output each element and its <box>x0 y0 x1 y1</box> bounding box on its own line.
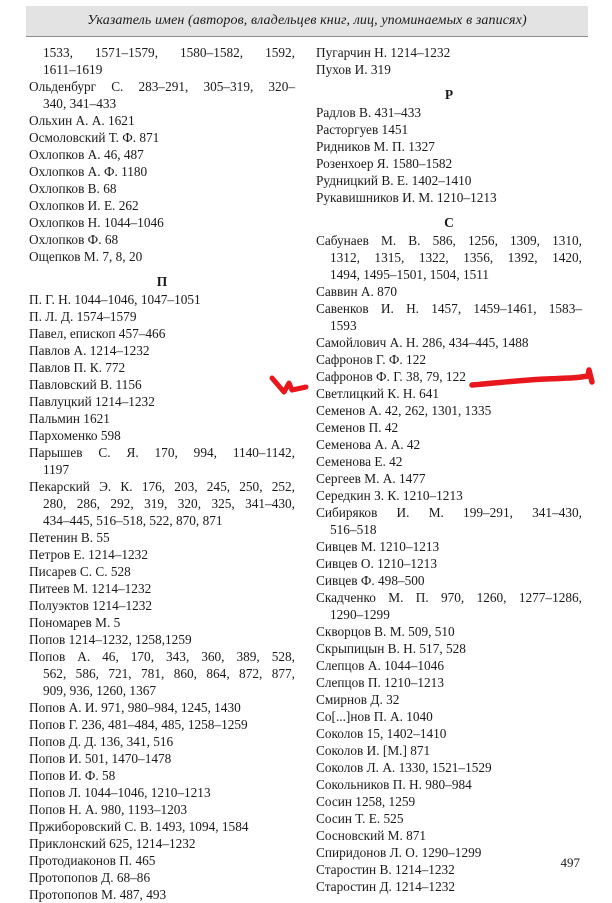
index-entry: П. Л. Д. 1574–1579 <box>29 309 137 324</box>
index-entry: Пржиборовский С. В. 1493, 1094, 1584 <box>29 819 249 834</box>
index-entry: Семенова А. А. 42 <box>316 437 421 452</box>
index-entry: Соколов 15, 1402–1410 <box>316 726 447 741</box>
index-entry: Скворцов В. М. 509, 510 <box>316 624 455 639</box>
index-entry: Протопопов М. 487, 493 <box>29 887 167 902</box>
index-entry: Сосин Т. Е. 525 <box>316 811 404 826</box>
index-entry: Пекарский Э. К. 176, 203, 245, 250, 252, <box>29 479 295 494</box>
header-title: Указатель имен (авторов, владельцев книг, лиц, упоминаемых в записях) <box>87 13 527 28</box>
index-entry: Пухов И. 319 <box>316 62 391 77</box>
index-entry: Охлопков Н. 1044–1046 <box>29 215 164 230</box>
index-entry: Ридников М. П. 1327 <box>316 139 435 154</box>
index-entry-continuation: 516–518 <box>330 522 377 537</box>
index-entry: Павлов П. К. 772 <box>29 360 126 375</box>
index-entry-continuation: 909, 936, 1260, 1367 <box>43 683 157 698</box>
index-entry: Питеев М. 1214–1232 <box>29 581 152 596</box>
index-entry: Со[...]нов П. А. 1040 <box>316 709 433 724</box>
index-entry: Скадченко М. П. 970, 1260, 1277–1286, <box>316 590 582 605</box>
index-entry: Парышев С. Я. 170, 994, 1140–1142, <box>29 445 295 460</box>
index-entry: Слепцов П. 1210–1213 <box>316 675 444 690</box>
index-entry: Радлов В. 431–433 <box>316 105 422 120</box>
index-entry: Семенов П. 42 <box>316 420 399 435</box>
index-entry: Рукавишников И. М. 1210–1213 <box>316 190 497 205</box>
index-entry: Протодиаконов П. 465 <box>29 853 156 868</box>
index-entry: Середкин З. К. 1210–1213 <box>316 488 463 503</box>
index-entry: Попов Л. 1044–1046, 1210–1213 <box>29 785 211 800</box>
index-entry-continuation: 1533, 1571–1579, 1580–1582, 1592, <box>43 45 295 60</box>
index-entry-continuation: 1494, 1495–1501, 1504, 1511 <box>330 267 490 282</box>
index-entry: Протопопов Д. 68–86 <box>29 870 151 885</box>
index-entry: Попов Н. А. 980, 1193–1203 <box>29 802 188 817</box>
index-entry: Старостин Д. 1214–1232 <box>316 879 456 894</box>
index-entry: Петенин В. 55 <box>29 530 110 545</box>
index-entry: Сергеев М. А. 1477 <box>316 471 426 486</box>
index-entry: Сабунаев М. В. 586, 1256, 1309, 1310, <box>316 233 582 248</box>
index-entry: Сивцев О. 1210–1213 <box>316 556 437 571</box>
index-entry-continuation: 340, 341–433 <box>43 96 117 111</box>
index-entry-continuation: 434–445, 516–518, 522, 870, 871 <box>43 513 223 528</box>
index-entry: Светлицкий К. Н. 641 <box>316 386 440 401</box>
index-entry: Писарев С. С. 528 <box>29 564 131 579</box>
left-column <box>29 44 295 903</box>
index-entry: Охлопков И. Е. 262 <box>29 198 139 213</box>
index-entry: Сафронов Ф. Г. 38, 79, 122 <box>316 369 466 384</box>
right-column <box>316 44 582 895</box>
index-entry: Ощепков М. 7, 8, 20 <box>29 249 143 264</box>
index-entry: Попов А. 46, 170, 343, 360, 389, 528, <box>29 649 295 664</box>
index-entry-continuation: 1312, 1315, 1322, 1356, 1392, 1420, <box>330 250 582 265</box>
section-letter: С <box>444 215 454 230</box>
index-entry: Старостин В. 1214–1232 <box>316 862 455 877</box>
index-entry: Скрыпицын В. Н. 517, 528 <box>316 641 466 656</box>
index-entry: Самойлович А. Н. 286, 434–445, 1488 <box>316 335 529 350</box>
index-entry: Пугарчин Н. 1214–1232 <box>316 45 451 60</box>
index-entry-continuation: 280, 286, 292, 319, 320, 325, 341–430, <box>43 496 295 511</box>
index-entry: Савенков И. Н. 1457, 1459–1461, 1583– <box>316 301 582 316</box>
index-entry: Охлопков Ф. 68 <box>29 232 119 247</box>
index-entry: Попов Д. Д. 136, 341, 516 <box>29 734 174 749</box>
index-entry: П. Г. Н. 1044–1046, 1047–1051 <box>29 292 201 307</box>
index-entry: Павлуцкий 1214–1232 <box>29 394 155 409</box>
index-entry: Сокольников П. Н. 980–984 <box>316 777 472 792</box>
page-number: 497 <box>560 855 580 870</box>
index-entry: Сибиряков И. М. 199–291, 341–430, <box>316 505 582 520</box>
index-entry: Слепцов А. 1044–1046 <box>316 658 444 673</box>
index-entry: Попов 1214–1232, 1258,1259 <box>29 632 192 647</box>
index-entry-continuation: 562, 586, 721, 781, 860, 864, 872, 877, <box>43 666 295 681</box>
index-entry: Расторгуев 1451 <box>316 122 409 137</box>
index-entry: Павлов А. 1214–1232 <box>29 343 150 358</box>
index-entry: Сивцев М. 1210–1213 <box>316 539 440 554</box>
index-entry: Полуэктов 1214–1232 <box>29 598 153 613</box>
index-entry: Павел, епископ 457–466 <box>29 326 166 341</box>
index-entry: Сосин 1258, 1259 <box>316 794 416 809</box>
index-entry: Охлопков А. 46, 487 <box>29 147 144 162</box>
index-entry: Охлопков А. Ф. 1180 <box>29 164 148 179</box>
index-entry-continuation: 1197 <box>43 462 70 477</box>
index-entry: Соколов И. [М.] 871 <box>316 743 431 758</box>
index-entry: Рудницкий В. Е. 1402–1410 <box>316 173 472 188</box>
index-entry: Попов И. 501, 1470–1478 <box>29 751 172 766</box>
index-entry: Павловский В. 1156 <box>29 377 142 392</box>
index-entry: Семенов А. 42, 262, 1301, 1335 <box>316 403 492 418</box>
index-entry: Петров Е. 1214–1232 <box>29 547 148 562</box>
index-entry: Саввин А. 870 <box>316 284 398 299</box>
index-entry: Пономарев М. 5 <box>29 615 121 630</box>
index-entry: Сафронов Г. Ф. 122 <box>316 352 426 367</box>
index-entry-continuation: 1611–1619 <box>43 62 103 77</box>
index-entry: Ольденбург С. 283–291, 305–319, 320– <box>29 79 295 94</box>
running-header <box>26 6 588 37</box>
index-entry: Пархоменко 598 <box>29 428 121 443</box>
index-entry: Соколов Л. А. 1330, 1521–1529 <box>316 760 492 775</box>
index-entry: Сивцев Ф. 498–500 <box>316 573 425 588</box>
index-entry-continuation: 1290–1299 <box>330 607 390 622</box>
section-letter: П <box>156 274 168 289</box>
index-entry: Попов А. И. 971, 980–984, 1245, 1430 <box>29 700 241 715</box>
index-entry: Попов И. Ф. 58 <box>29 768 116 783</box>
index-entry: Ольхин А. А. 1621 <box>29 113 135 128</box>
index-entry: Охлопков В. 68 <box>29 181 117 196</box>
index-entry: Попов Г. 236, 481–484, 485, 1258–1259 <box>29 717 248 732</box>
index-entry-continuation: 1593 <box>330 318 357 333</box>
section-letter: Р <box>444 87 454 102</box>
index-entry: Розенхоер Я. 1580–1582 <box>316 156 453 171</box>
index-entry: Спиридонов Л. О. 1290–1299 <box>316 845 482 860</box>
index-entry: Пальмин 1621 <box>29 411 110 426</box>
index-entry: Осмоловский Т. Ф. 871 <box>29 130 160 145</box>
index-entry: Сосновский М. 871 <box>316 828 427 843</box>
index-entry: Приклонский 625, 1214–1232 <box>29 836 196 851</box>
index-entry: Смирнов Д. 32 <box>316 692 400 707</box>
index-entry: Семенова Е. 42 <box>316 454 403 469</box>
